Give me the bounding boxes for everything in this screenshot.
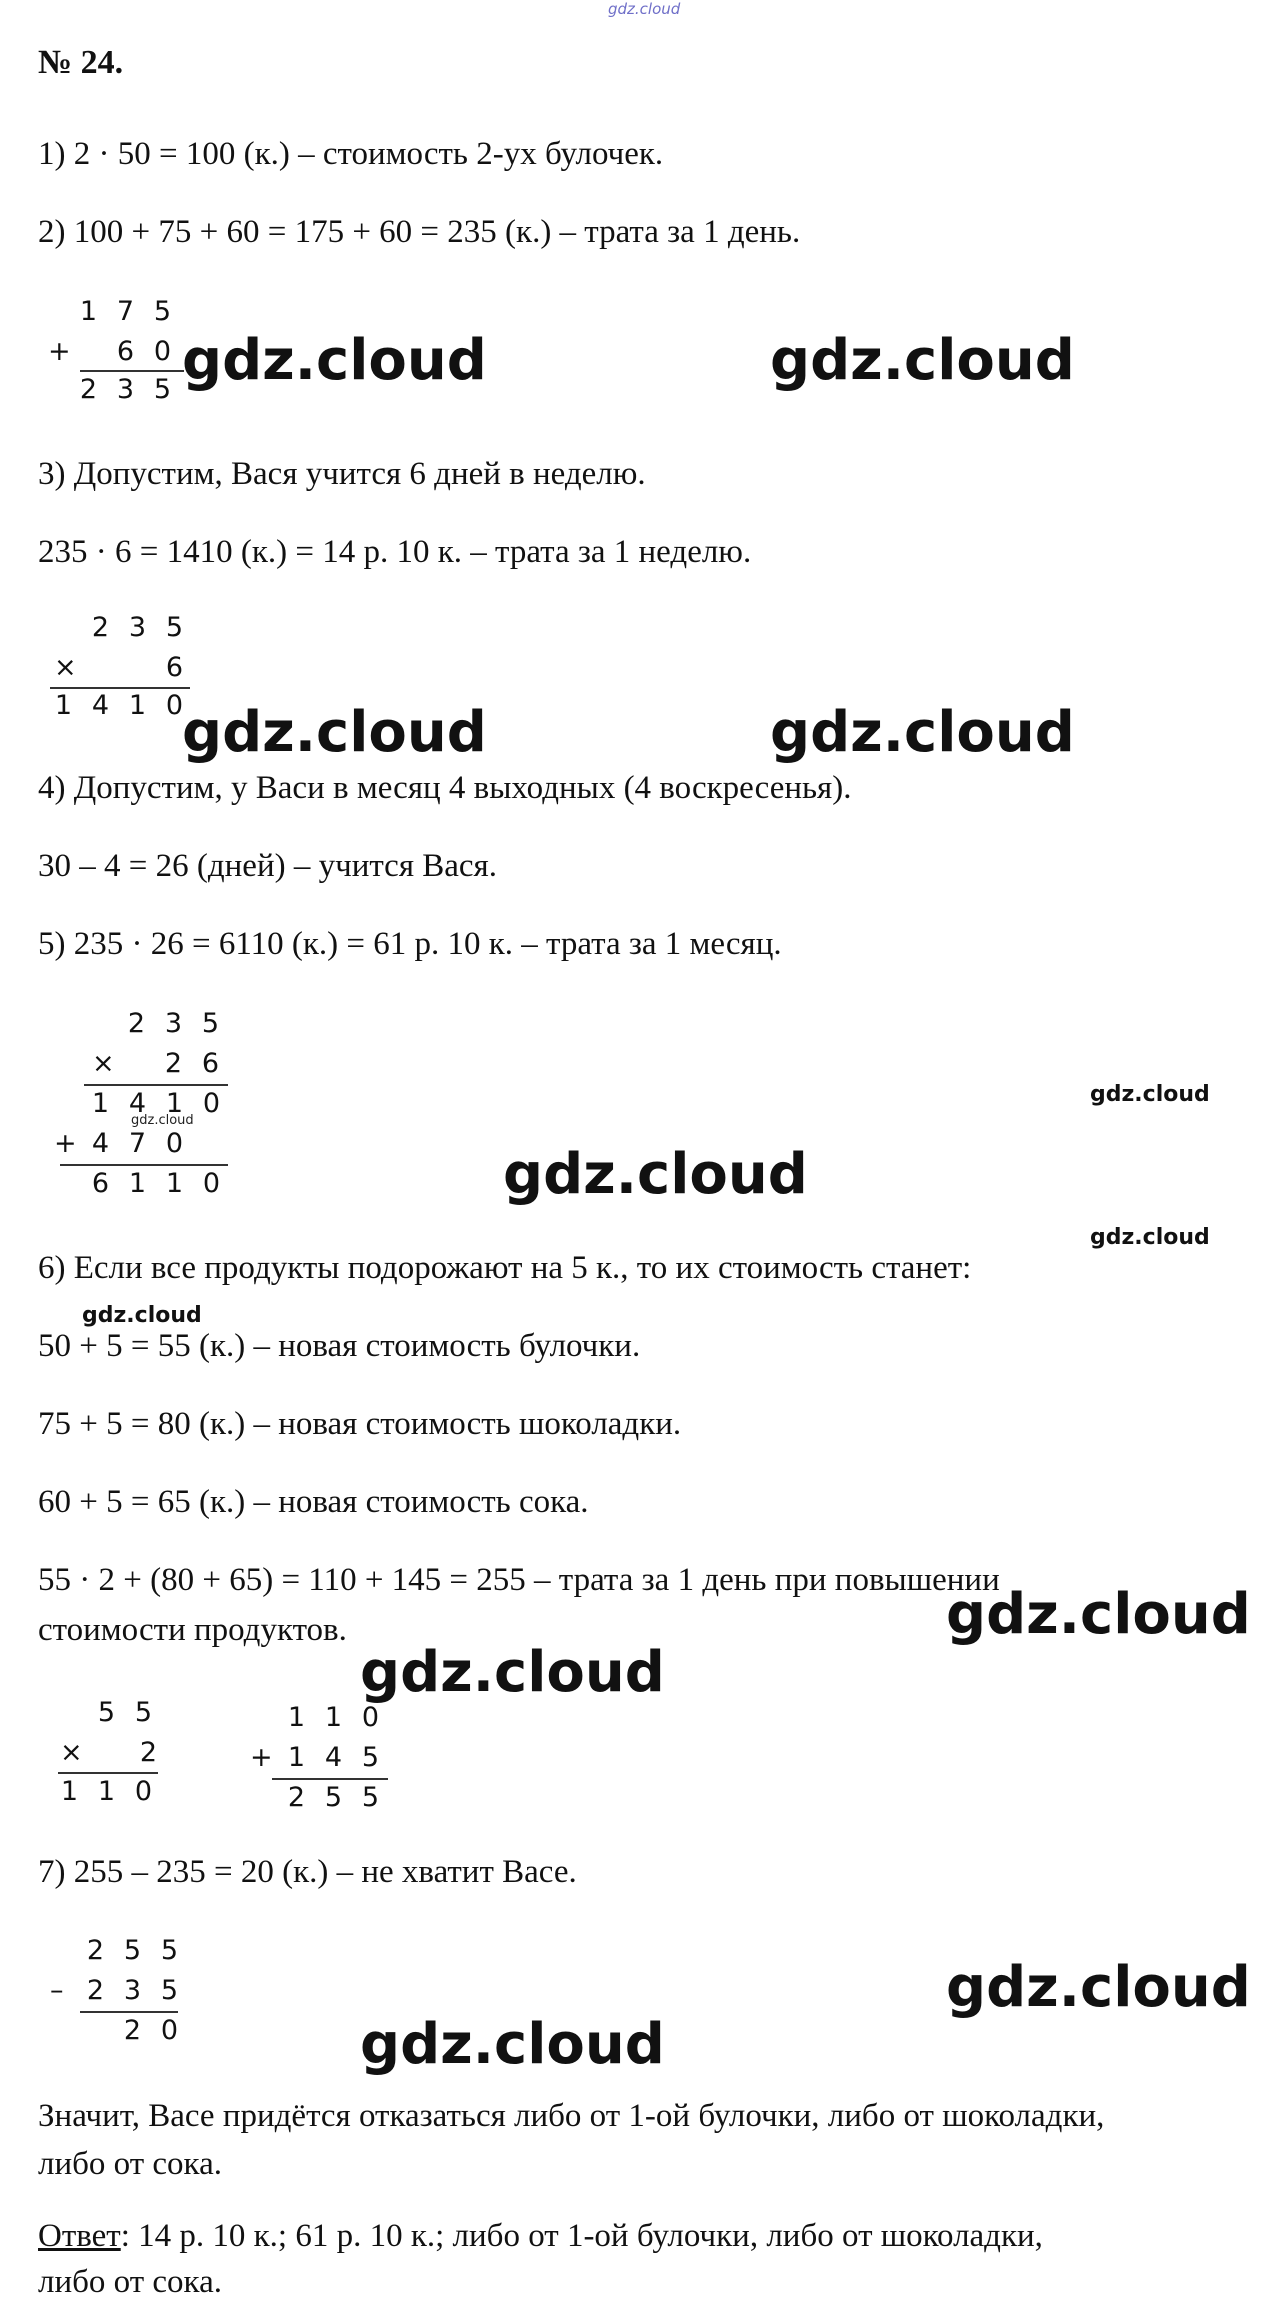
- digit: 2: [91, 612, 110, 643]
- step-6-total-line-1: 55 · 2 + (80 + 65) = 110 + 145 = 255 – трата за 1 день при повышении: [38, 1562, 1000, 1598]
- digit: 2: [123, 2015, 142, 2046]
- digit: 2: [86, 1935, 105, 1966]
- digit: 6: [91, 1168, 110, 1199]
- sum-rule: [272, 1778, 388, 1780]
- watermark: gdz.cloud: [946, 1582, 1251, 1647]
- step-6-total-line-2: стоимости продуктов.: [38, 1612, 347, 1648]
- product-rule: [84, 1084, 228, 1086]
- digit: 0: [165, 690, 184, 721]
- watermark: gdz.cloud: [770, 700, 1075, 765]
- digit: 1: [79, 296, 98, 327]
- digit: 1: [128, 1168, 147, 1199]
- digit: 3: [128, 612, 147, 643]
- digit: 1: [165, 1088, 184, 1119]
- digit: 0: [202, 1088, 221, 1119]
- digit: 6: [116, 336, 135, 367]
- plus-sign: +: [250, 1742, 273, 1773]
- digit: 5: [361, 1742, 380, 1773]
- step-1-line: 1) 2 · 50 = 100 (к.) – стоимость 2-ух булочек.: [38, 136, 664, 172]
- digit: 5: [153, 296, 172, 327]
- digit: 2: [164, 1048, 183, 1079]
- conclusion-line-2: либо от сока.: [38, 2146, 222, 2182]
- digit: 0: [160, 2015, 179, 2046]
- digit: 0: [165, 1128, 184, 1159]
- digit: 1: [324, 1702, 343, 1733]
- answer-label: Ответ: [38, 2218, 121, 2254]
- digit: 2: [287, 1782, 306, 1813]
- step-6-bun-line: 50 + 5 = 55 (к.) – новая стоимость булочки.: [38, 1328, 641, 1364]
- digit: 5: [361, 1782, 380, 1813]
- digit: 0: [134, 1776, 153, 1807]
- digit: 7: [116, 296, 135, 327]
- conclusion-line-1: Значит, Васе придётся отказаться либо от 1-ой булочки, либо от шоколадки,: [38, 2098, 1105, 2134]
- step-3-calc-line: 235 · 6 = 1410 (к.) = 14 р. 10 к. – трата за 1 неделю.: [38, 534, 752, 570]
- digit: 2: [79, 374, 98, 405]
- plus-sign: +: [48, 336, 71, 367]
- digit: 3: [123, 1975, 142, 2006]
- product-rule: [50, 687, 190, 689]
- times-sign: ×: [54, 652, 77, 683]
- digit: 2: [86, 1975, 105, 2006]
- watermark: gdz.cloud: [182, 700, 487, 765]
- watermark-top: gdz.cloud: [608, 0, 681, 18]
- digit: 3: [116, 374, 135, 405]
- watermark: gdz.cloud: [770, 328, 1075, 393]
- digit: 5: [153, 374, 172, 405]
- digit: 4: [324, 1742, 343, 1773]
- watermark: gdz.cloud: [1090, 1225, 1210, 1250]
- digit: 5: [324, 1782, 343, 1813]
- watermark: gdz.cloud: [946, 1955, 1251, 2020]
- digit: 4: [128, 1088, 147, 1119]
- step-2-line: 2) 100 + 75 + 60 = 175 + 60 = 235 (к.) – трата за 1 день.: [38, 214, 801, 250]
- digit: 1: [165, 1168, 184, 1199]
- digit: 4: [91, 1128, 110, 1159]
- times-sign: ×: [92, 1048, 115, 1079]
- product-rule: [58, 1772, 158, 1774]
- digit: 5: [165, 612, 184, 643]
- step-6-juice-line: 60 + 5 = 65 (к.) – новая стоимость сока.: [38, 1484, 589, 1520]
- digit: 2: [139, 1737, 158, 1768]
- difference-rule: [80, 2011, 178, 2013]
- digit: 0: [361, 1702, 380, 1733]
- digit: 1: [54, 690, 73, 721]
- digit: 5: [201, 1008, 220, 1039]
- watermark: gdz.cloud: [360, 1640, 665, 1705]
- digit: 1: [97, 1776, 116, 1807]
- step-7-line: 7) 255 – 235 = 20 (к.) – не хватит Васе.: [38, 1854, 577, 1890]
- watermark: gdz.cloud: [182, 328, 487, 393]
- digit: 5: [160, 1975, 179, 2006]
- digit: 1: [287, 1742, 306, 1773]
- watermark: gdz.cloud: [503, 1142, 808, 1207]
- watermark: gdz.cloud: [360, 2012, 665, 2077]
- step-6-line: 6) Если все продукты подорожают на 5 к., то их стоимость станет:: [38, 1250, 972, 1286]
- answer-line-1: [38, 2218, 1043, 2255]
- times-sign: ×: [60, 1737, 83, 1768]
- watermark: gdz.cloud: [131, 1113, 194, 1128]
- digit: 6: [165, 652, 184, 683]
- digit: 4: [91, 690, 110, 721]
- digit: 5: [160, 1935, 179, 1966]
- sum-rule: [80, 370, 184, 372]
- sum-rule: [60, 1164, 228, 1166]
- step-6-chocolate-line: 75 + 5 = 80 (к.) – новая стоимость шоколадки.: [38, 1406, 682, 1442]
- problem-title: № 24.: [38, 44, 124, 81]
- digit: 1: [91, 1088, 110, 1119]
- minus-sign: –: [50, 1975, 64, 2006]
- watermark: gdz.cloud: [1090, 1082, 1210, 1107]
- step-4-line: 4) Допустим, у Васи в месяц 4 выходных (4 воскресенья).: [38, 770, 852, 806]
- digit: 6: [201, 1048, 220, 1079]
- digit: 5: [134, 1697, 153, 1728]
- step-3-line: 3) Допустим, Вася учится 6 дней в неделю.: [38, 456, 646, 492]
- digit: 7: [128, 1128, 147, 1159]
- step-5-line: 5) 235 · 26 = 6110 (к.) = 61 р. 10 к. – трата за 1 месяц.: [38, 926, 782, 962]
- digit: 5: [123, 1935, 142, 1966]
- digit: 0: [153, 336, 172, 367]
- digit: 3: [164, 1008, 183, 1039]
- digit: 2: [127, 1008, 146, 1039]
- answer-line-2: либо от сока.: [38, 2264, 222, 2300]
- digit: 1: [128, 690, 147, 721]
- step-4-calc-line: 30 – 4 = 26 (дней) – учится Вася.: [38, 848, 497, 884]
- digit: 0: [202, 1168, 221, 1199]
- digit: 1: [287, 1702, 306, 1733]
- digit: 1: [60, 1776, 79, 1807]
- watermark: gdz.cloud: [82, 1303, 202, 1328]
- digit: 5: [97, 1697, 116, 1728]
- plus-sign: +: [54, 1128, 77, 1159]
- answer-text: : 14 р. 10 к.; 61 р. 10 к.; либо от 1-ой булочки, либо от шоколадки,: [120, 2218, 1043, 2254]
